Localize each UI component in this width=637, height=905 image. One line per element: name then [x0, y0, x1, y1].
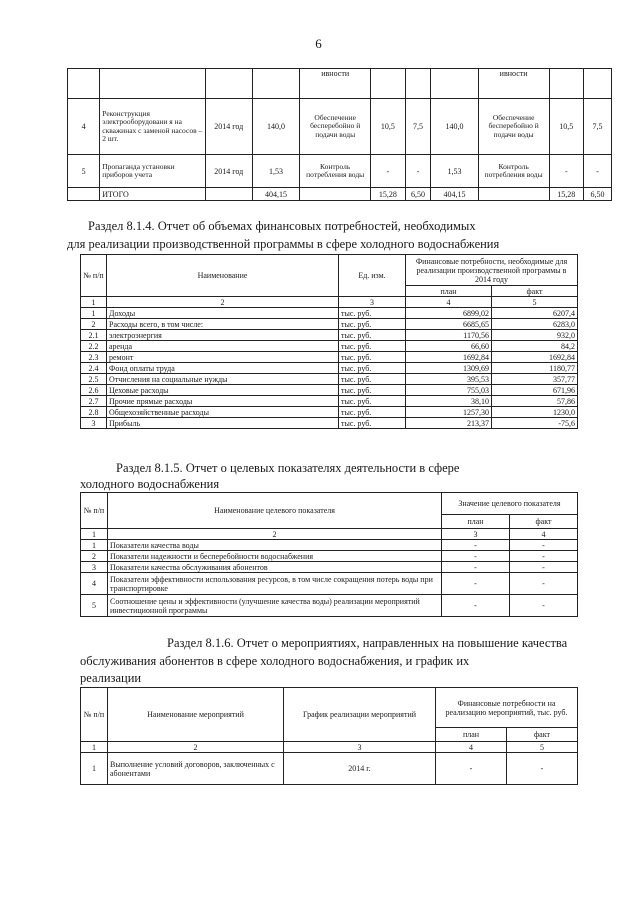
col-schedule-header: График реализации мероприятий	[284, 688, 436, 742]
table-row: 1 Доходы тыс. руб. 6899,02 6207,4	[81, 308, 578, 319]
col-plan-header: план	[436, 728, 507, 742]
col-name-header: Наименование целевого показателя	[108, 493, 442, 529]
table-row: 1 Выполнение условий договоров, заключенных с абонентами 2014 г. - -	[81, 753, 578, 785]
index-row: 1 2 3 4 5	[81, 742, 578, 753]
table-row: 2.2 аренда тыс. руб. 66,60 84,2	[81, 341, 578, 352]
col-plan-header: план	[406, 286, 492, 297]
table-row: 4 Реконструкция электрооборудовани я на скважинах с заменой насосов – 2 шт. 2014 год 140,0 Обеспечение бесперебойно й подачи воды 10,5 7,5 140,0 Обеспечение бесперебойно й подачи воды 10,5 7,5	[68, 99, 612, 155]
index-row: 1 2 3 4	[81, 529, 578, 540]
table-row: 3 Прибыль тыс. руб. 213,37 -75,6	[81, 418, 578, 429]
section-8-1-6-heading: Раздел 8.1.6. Отчет о мероприятиях, направленных на повышение качества	[167, 636, 568, 650]
col-fact-header: факт	[492, 286, 578, 297]
col-name-header: Наименование	[107, 255, 339, 297]
section-8-1-6-heading-line2: обслуживания абонентов в сфере холодного водоснабжения, и график их	[80, 654, 470, 668]
table-row: 1 Показатели качества воды - -	[81, 540, 578, 551]
table-row: 2.8 Общехозяйственные расходы тыс. руб. 1257,30 1230,0	[81, 407, 578, 418]
table-service-measures	[80, 687, 578, 785]
cell-top-desc1: ивности	[300, 69, 371, 99]
table-row: 2.1 электроэнергия тыс. руб. 1170,56 932,0	[81, 330, 578, 341]
table-measures-continued	[67, 68, 612, 201]
table-row: 5 Пропаганда установки приборов учета 2014 год 1,53 Контроль потребления воды - - 1,53 Контроль потребления воды - -	[68, 155, 612, 188]
table-row: 2.6 Цеховые расходы тыс. руб. 755,03 671,96	[81, 385, 578, 396]
table-financial-needs	[80, 254, 578, 429]
page-number: 6	[315, 36, 322, 51]
col-fact-header: факт	[510, 515, 578, 529]
index-row: 1 2 3 4 5	[81, 297, 578, 308]
col-value-header: Значение целевого показателя	[442, 493, 578, 515]
table-row: 2.7 Прочие прямые расходы тыс. руб. 38,10 57,86	[81, 396, 578, 407]
section-8-1-5-heading-line2: холодного водоснабжения	[80, 477, 220, 491]
table-row: 2 Показатели надежности и бесперебойности водоснабжения - -	[81, 551, 578, 562]
cell-top-desc2: ивности	[478, 69, 549, 99]
col-num-header: № п/п	[81, 493, 108, 529]
table-row: 2.5 Отчисления на социальные нужды тыс. руб. 395,53 357,77	[81, 374, 578, 385]
table-row: 5 Соотношение цены и эффективности (улучшение качества воды) реализации мероприятий инвестиционной программы - -	[81, 595, 578, 617]
table-row: 4 Показатели эффективности использования ресурсов, в том числе сокращения потерь воды при транспортировке - -	[81, 573, 578, 595]
col-fin-header: Финансовые потребности, необходимые для реализации производственной программы в 2014 году	[406, 255, 578, 286]
table-row: 2.4 Фонд оплаты труда тыс. руб. 1309,69 1180,77	[81, 363, 578, 374]
section-8-1-5-heading: Раздел 8.1.5. Отчет о целевых показателях деятельности в сфере	[116, 461, 460, 475]
table-row: 2.3 ремонт тыс. руб. 1692,84 1692,84	[81, 352, 578, 363]
table-row: 3 Показатели качества обслуживания абонентов - -	[81, 562, 578, 573]
table-total-row: ИТОГО 404,15 15,28 6,50 404,15 15,28 6,50	[68, 188, 612, 201]
table-target-indicators	[80, 492, 578, 617]
section-8-1-6-heading-line3: реализации	[80, 671, 142, 685]
col-fin-header: Финансовые потребности на реализацию мероприятий, тыс. руб.	[436, 688, 578, 728]
col-num-header: № п/п	[81, 255, 107, 297]
table-row: 2 Расходы всего, в том числе: тыс. руб. 6685,65 6283,0	[81, 319, 578, 330]
col-unit-header: Ед. изм.	[339, 255, 406, 297]
section-8-1-4-heading: Раздел 8.1.4. Отчет об объемах финансовых потребностей, необходимых	[88, 219, 476, 233]
col-fact-header: факт	[507, 728, 578, 742]
col-num-header: № п/п	[81, 688, 108, 742]
col-plan-header: план	[442, 515, 510, 529]
col-name-header: Наименование мероприятий	[108, 688, 284, 742]
section-8-1-4-heading-line2: для реализации производственной программы в сфере холодного водоснабжения	[67, 237, 500, 251]
